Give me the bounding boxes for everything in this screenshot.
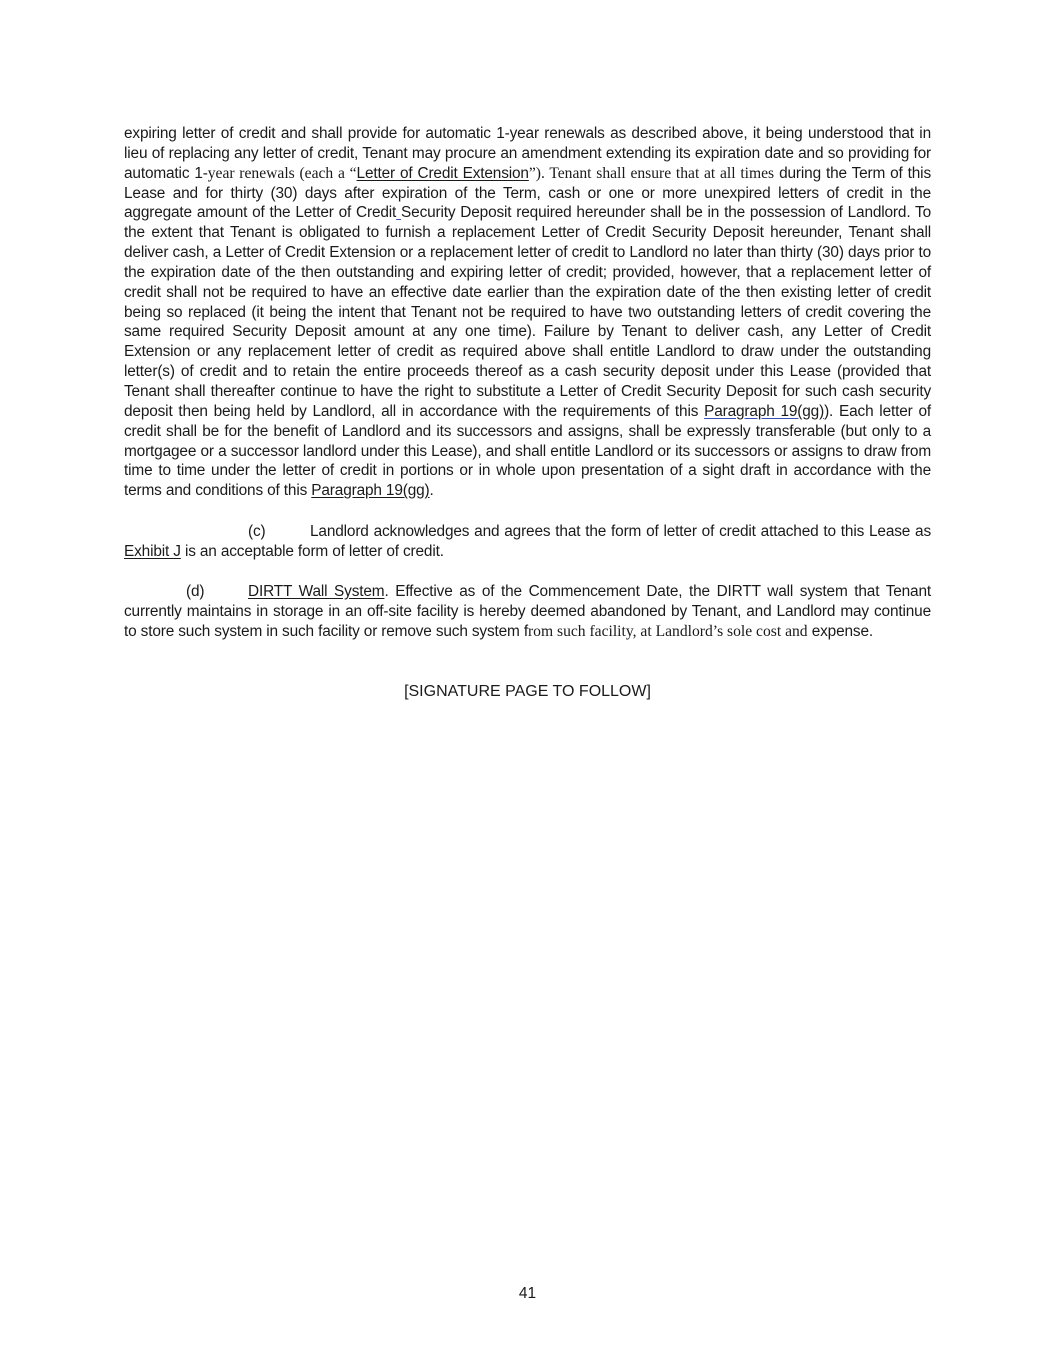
paragraph-text: ). Each letter of credit shall be for the benefit of Landlord and its successors and assigns, shall be expressly transferable (but only to a mortgagee or a successor landlord under this Lease), and shall entitle Landlord or its successors or assigns to draw from time to time under the letter of credit in portions or in whole upon presentation of a sight draft in accordance with the terms and conditions of this: [124, 402, 931, 500]
paragraph-text: Landlord acknowledges and agrees that the form of letter of credit attached to this Lease as: [310, 523, 931, 540]
paragraph-d-label: (d): [186, 583, 205, 600]
paragraph-d-heading: DIRTT Wall System: [248, 583, 385, 600]
paragraph-text: . Effective as of the Commencement Date, the DIRTT wall system that Tenant currently maintains in storage in an off-site facility is hereby deemed abandoned by Tenant, and Landlord may continue to store such system in such facility or remove such system f: [124, 583, 931, 640]
paragraph-text: expense.: [807, 622, 873, 640]
paragraph-text: is an acceptable form of letter of credit.: [180, 542, 444, 560]
exhibit-j-reference: Exhibit J: [124, 542, 181, 560]
paragraph-d: [124, 582, 931, 642]
paragraph-text: Security Deposit required hereunder shall be in the possession of Landlord. To the extent that Tenant is obligated to furnish a replacement Letter of Credit Security Deposit hereunder, Tenant shall deliver cash, a Letter of Credit Extension or a replacement letter of credit to Landlord no later than thirty (30) days prior to the expiration date of the then outstanding and expiring letter of credit; provided, however, that a replacement letter of credit shall not be required to have an effective date earlier than the expiration date of the then existing letter of credit being so replaced (it being the intent that Tenant not be required to have two outstanding letters of credit covering the same required Security Deposit amount at any one time). Failure by Tenant to deliver cash, any Letter of Credit Extension or any replacement letter of credit as required above shall entitle Landlord to draw under the outstanding letter(s) of credit and to retain the entire proceeds thereof as a cash security deposit under this Lease (provided that Tenant shall thereafter continue to have the right to substitute a Letter of Credit Security Deposit for such cash security deposit then being held by Landlord, all in accordance with the requirements of this: [124, 204, 931, 420]
paragraph-text: during the Term of this Lease and for thirty (30) days after expiration of the Term, cash or one or more unexpired letters of credit in the aggregate amount of the Letter of Credit: [124, 164, 931, 222]
paragraph-text: expiring letter of credit and shall provide for automatic 1-year renewals as described above, it being understood that in lieu of replacing any letter of credit, Tenant may procure an amendment extending its expiration date and so providing for automatic 1-: [124, 125, 931, 182]
paragraph-c-label: (c): [248, 523, 266, 540]
paragraph-text: year renewals (each a “: [207, 164, 357, 182]
signature-page-note: [SIGNATURE PAGE TO FOLLOW]: [404, 683, 651, 700]
paragraph-text: rom such facility, at Landlord’s sole cost and: [527, 622, 808, 640]
paragraph-19gg-reference: Paragraph 19(gg): [311, 482, 430, 500]
paragraph-text: .: [429, 482, 434, 500]
paragraph-letter-of-credit: [124, 124, 931, 501]
letter-of-credit-extension-term: Letter of Credit Extension: [356, 164, 529, 182]
paragraph-text: ”). Tenant shall ensure that at all times: [528, 164, 775, 182]
paragraph-19gg-reference: Paragraph 19(gg): [704, 402, 825, 420]
paragraph-c: [124, 522, 931, 562]
page-number: 41: [518, 1285, 537, 1302]
